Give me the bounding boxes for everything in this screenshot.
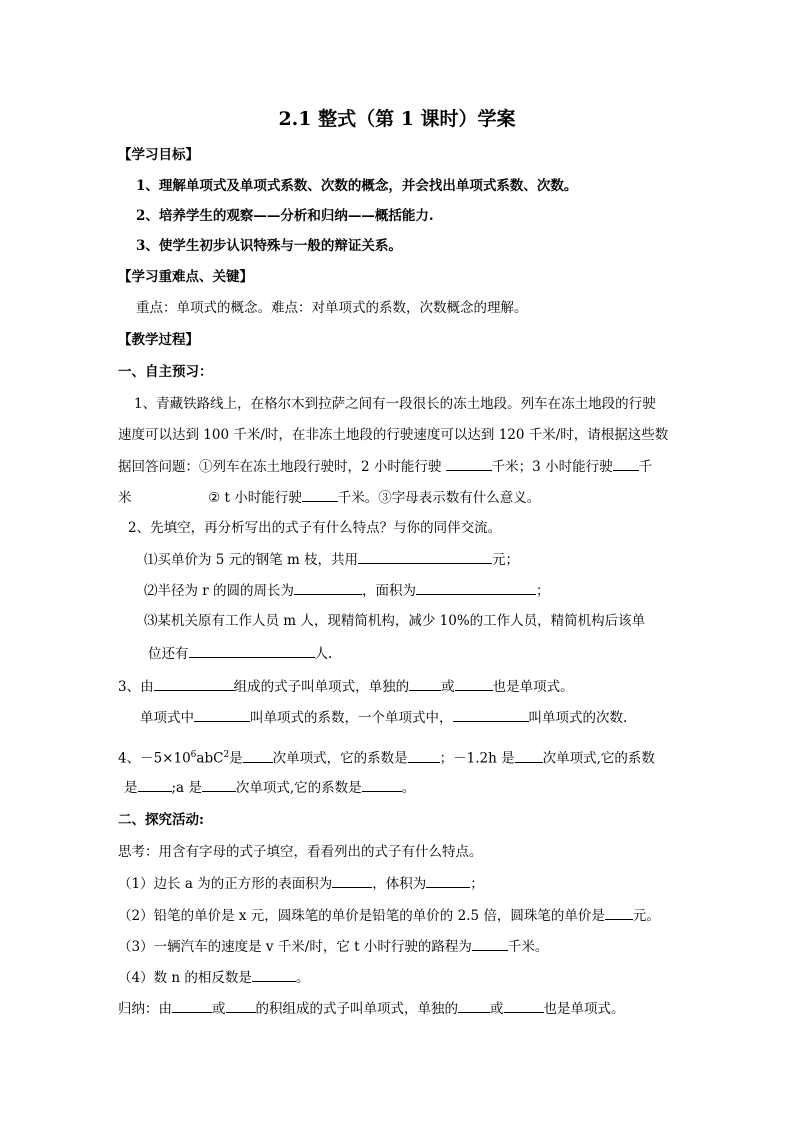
answer-blank[interactable]: [458, 998, 490, 1013]
summary-text-1: 归纳：由: [118, 1001, 172, 1017]
q4-line-1: [118, 745, 655, 769]
q4-text-a2: 是: [229, 750, 243, 767]
page-title: 2.1 整式（第 1 课时）学案: [278, 108, 516, 130]
think-text: 思考：用含有字母的式子填空，看看列出的式子有什么特点。: [118, 844, 483, 860]
q3-text-b2: 叫单项式的系数，一个单项式中，: [250, 710, 453, 726]
explore-text-2b: 元。: [632, 908, 660, 924]
summary-text-4: 或: [490, 1001, 504, 1017]
q3-text-a4: 也是单项式。: [492, 679, 574, 695]
explore-text-1b: ，体积为: [372, 876, 427, 892]
answer-blank[interactable]: [409, 676, 441, 691]
answer-blank[interactable]: [172, 998, 212, 1013]
part1-heading: 一、自主预习：: [118, 364, 213, 380]
q4-text-b3: 次单项式,它的系数是: [235, 780, 362, 796]
explore-item-3: [118, 936, 548, 957]
answer-blank[interactable]: [226, 998, 256, 1013]
q1-text-3a: 据回答问题：①列车在冻土地段行驶时，2 小时能行驶: [118, 459, 442, 475]
answer-blank[interactable]: [154, 676, 234, 691]
q2-text-c2b: 人.: [314, 646, 333, 662]
answer-blank[interactable]: [362, 777, 402, 792]
explore-item-4: [118, 967, 309, 988]
answer-blank[interactable]: [202, 777, 236, 792]
answer-blank[interactable]: [446, 456, 492, 471]
answer-blank[interactable]: [252, 967, 296, 982]
q4-line-2: [124, 777, 415, 798]
answer-blank[interactable]: [426, 873, 470, 888]
section-heading-goals: 【学习目标】: [118, 147, 199, 163]
section-heading-key-points: 【学习重难点、关键】: [118, 269, 253, 285]
explore-text-1c: ；: [470, 876, 484, 892]
q3-text-b1: 单项式中: [140, 710, 194, 726]
q1-text-3c: 千: [638, 459, 653, 475]
q1-text-4c: 千米。③字母表示数有什么意义。: [337, 490, 541, 506]
q1-line-1: 1、青藏铁路线上，在格尔木到拉萨之间有一段很长的冻土地段。列车在冻土地段的行驶: [134, 396, 656, 412]
part2-heading: 二、探究活动:: [118, 812, 204, 828]
q4-exponent: 6: [190, 750, 197, 760]
q2-text-b3: ；: [536, 583, 550, 599]
answer-blank[interactable]: [455, 676, 493, 691]
q3-line-1: [118, 676, 574, 697]
answer-blank[interactable]: [302, 487, 338, 502]
q1-line-2: 速度可以达到 100 千米/时，在非冻土地段的行驶速度可以达到 120 千米/时，请根据这些数: [118, 427, 669, 443]
goal-item-2: 2、培养学生的观察——分析和归纳——概括能力.: [136, 208, 434, 224]
q3-text-b3: 叫单项式的次数.: [528, 710, 628, 726]
q2-item-3-line-2: [148, 643, 332, 664]
q1-line-4: [118, 487, 540, 508]
summary-text-5: 也是单项式。: [543, 1001, 625, 1017]
answer-blank[interactable]: [189, 643, 315, 658]
q2-item-3-line-1: ⑶某机关原有工作人员 m 人，现精简机构，减少 10%的工作人员，精简机构后该单: [144, 613, 646, 629]
q2-text-b1: ⑵半径为 r 的圆的周长为: [144, 583, 295, 599]
answer-blank[interactable]: [613, 456, 639, 471]
q4-text-b1: 是: [124, 780, 138, 796]
q4-text-a1: 4、－5×10: [118, 750, 191, 767]
q2-line-1: 2、先填空，再分析写出的式子有什么特点？与你的同伴交流。: [128, 520, 502, 536]
answer-blank[interactable]: [515, 748, 543, 763]
explore-text-1a: （1）边长 a 为的正方形的表面积为: [118, 876, 333, 892]
explore-text-3a: （3）一辆汽车的速度是 v 千米/时，它 t 小时行驶的路程为: [118, 939, 472, 955]
q2-text-a1: ⑴买单价为 5 元的钢笔 m 枝，共用: [144, 552, 359, 568]
goal-item-1: 1、理解单项式及单项式系数、次数的概念，并会找出单项式系数、次数。: [136, 178, 578, 194]
q2-text-b2: ，面积为: [362, 583, 417, 599]
q3-text-a3: 或: [441, 679, 455, 695]
q4-text-b2: ;a 是: [171, 780, 202, 796]
q2-item-1: [144, 549, 519, 570]
q2-text-c2a: 位还有: [148, 646, 189, 662]
explore-text-3b: 千米。: [507, 939, 549, 955]
q2-text-a2: 元；: [492, 552, 520, 568]
q4-text-amid: abC: [196, 750, 224, 767]
explore-item-2: [118, 905, 660, 926]
answer-blank[interactable]: [294, 580, 362, 595]
answer-blank[interactable]: [243, 748, 273, 763]
explore-text-4a: （4）数 n 的相反数是: [118, 970, 252, 986]
q4-text-b4: 。: [401, 780, 416, 796]
q4-exponent-2: 2: [223, 750, 230, 760]
q4-text-a3: 次单项式，它的系数是: [272, 750, 408, 767]
answer-blank[interactable]: [605, 905, 633, 920]
answer-blank[interactable]: [408, 748, 440, 763]
key-points-text: 重点：单项式的概念。难点：对单项式的系数，次数概念的理解。: [136, 300, 528, 316]
section-heading-process: 【教学过程】: [118, 332, 199, 348]
q4-text-a4: ；－1.2h 是: [439, 750, 515, 767]
q4-text-a5: 次单项式,它的系数: [542, 750, 655, 767]
answer-blank[interactable]: [332, 873, 372, 888]
summary-text-2: 或: [212, 1001, 226, 1017]
q2-item-2: [144, 580, 550, 601]
q3-text-a1: 3、由: [118, 679, 154, 695]
answer-blank[interactable]: [504, 998, 544, 1013]
q1-line-3: [118, 456, 652, 477]
q3-text-a2: 组成的式子叫单项式，单独的: [233, 679, 410, 695]
q1-text-3b: 千米；3 小时能行驶: [491, 459, 613, 475]
explore-text-2a: （2）铅笔的单价是 x 元，圆珠笔的单价是铅笔的单价的 2.5 倍，圆珠笔的单价是: [118, 908, 605, 924]
explore-text-4b: 。: [295, 970, 310, 986]
q3-line-2: [140, 707, 627, 728]
explore-item-1: [118, 873, 484, 894]
goal-item-3: 3、使学生初步认识特殊与一般的辩证关系。: [136, 238, 402, 254]
q1-text-4a: 米: [118, 490, 132, 506]
answer-blank[interactable]: [416, 580, 536, 595]
summary-text-3: 的积组成的式子叫单项式，单独的: [255, 1001, 458, 1017]
answer-blank[interactable]: [358, 549, 492, 564]
answer-blank[interactable]: [472, 936, 508, 951]
summary-line: [118, 998, 625, 1019]
answer-blank[interactable]: [453, 707, 529, 722]
answer-blank[interactable]: [138, 777, 172, 792]
q1-text-4b: ② t 小时能行驶: [208, 490, 302, 506]
answer-blank[interactable]: [194, 707, 250, 722]
